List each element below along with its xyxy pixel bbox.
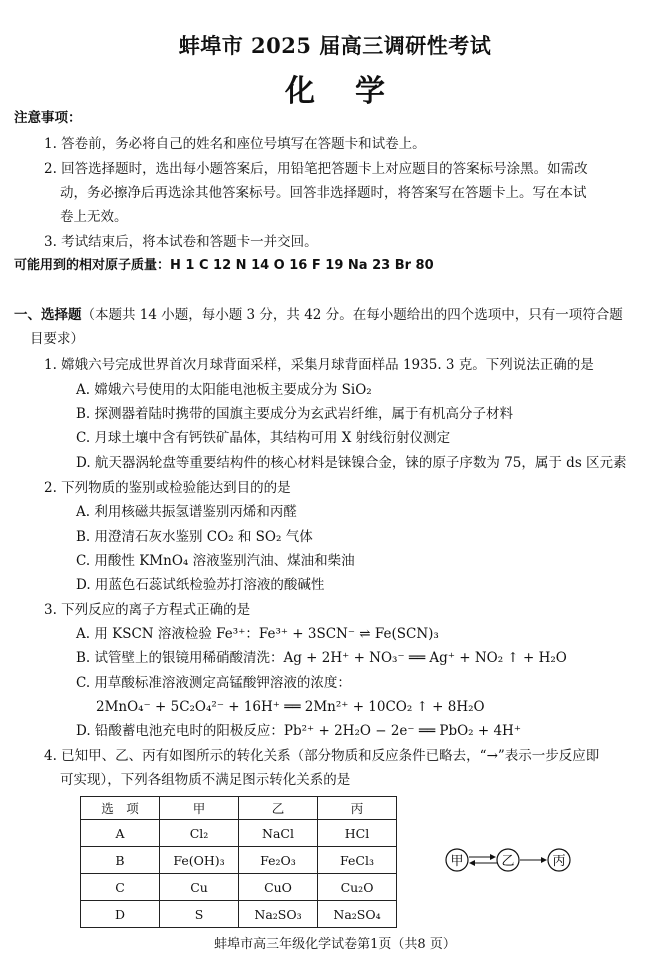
atomic-masses <box>14 256 434 276</box>
exam-title: 蚌埠市 2025 届高三调研性考试 <box>178 33 492 58</box>
table-cell: A <box>81 820 160 847</box>
question-2-option-b: B. 用澄清石灰水鉴别 CO₂ 和 SO₂ 气体 <box>76 529 313 545</box>
question-3-option-b: B. 试管壁上的银镜用稀硝酸清洗：Ag + 2H⁺ + NO₃⁻ ══ Ag⁺ + NO₂ ↑ + H₂O <box>76 650 567 666</box>
table-row <box>81 820 397 847</box>
table-cell: D <box>81 901 160 928</box>
question-3-option-c-equation: 2MnO₄⁻ + 5C₂O₄²⁻ + 16H⁺ ══ 2Mn²⁺ + 10CO₂ ↑ + 8H₂O <box>96 699 485 715</box>
table-header-row <box>81 797 397 820</box>
question-2-option-d: D. 用蓝色石蕊试纸检验苏打溶液的酸碱性 <box>76 577 325 593</box>
question-4-stem: 4. 已知甲、乙、丙有如图所示的转化关系（部分物质和反应条件已略去，“→”表示一步反应即 <box>44 748 600 764</box>
notice-heading: 注意事项： <box>14 110 82 126</box>
table-cell: NaCl <box>239 820 318 847</box>
atomic-masses-text: 可能用到的相对原子质量：H 1 C 12 N 14 O 16 F 19 Na 23 Br 80 <box>14 258 434 273</box>
section-title-rest: （本题共 14 小题，每小题 3 分，共 42 分。在每小题给出的四个选项中，只有一项符合题 <box>81 307 623 323</box>
question-3-option-a: A. 用 KSCN 溶液检验 Fe³⁺：Fe³⁺ + 3SCN⁻ ⇌ Fe(SCN)₃ <box>76 626 439 642</box>
table-cell: S <box>160 901 239 928</box>
arrow-head <box>469 860 475 866</box>
notice-item: 3. 考试结束后，将本试卷和答题卡一并交回。 <box>44 234 318 250</box>
table-row <box>81 847 397 874</box>
question-1-option-c: C. 月球土壤中含有钙铁矿晶体，其结构可用 X 射线衍射仪测定 <box>76 430 451 446</box>
question-3-option-c: C. 用草酸标准溶液测定高锰酸钾溶液的浓度： <box>76 675 351 691</box>
table-cell: B <box>81 847 160 874</box>
table-cell: Cl₂ <box>160 820 239 847</box>
table-row <box>81 901 397 928</box>
arrow-head <box>541 857 547 863</box>
table-cell: Na₂SO₃ <box>239 901 318 928</box>
question-3-stem: 3. 下列反应的离子方程式正确的是 <box>44 602 251 618</box>
subject-title: 化学 <box>285 74 425 109</box>
section-title-prefix: 一、选择题 <box>14 307 82 323</box>
table-header-cell: 丙 <box>318 797 397 820</box>
question-4-stem-cont: 可实现），下列各组物质不满足图示转化关系的是 <box>60 772 351 788</box>
question-3-option-d: D. 铅酸蓄电池充电时的阳极反应：Pb²⁺ + 2H₂O − 2e⁻ ══ PbO₂ + 4H⁺ <box>76 723 521 739</box>
arrow-head <box>490 854 496 860</box>
table-header-cell: 乙 <box>239 797 318 820</box>
question-1-option-a: A. 嫦娥六号使用的太阳能电池板主要成分为 SiO₂ <box>76 382 372 398</box>
conversion-diagram <box>444 845 574 875</box>
table-cell: Fe(OH)₃ <box>160 847 239 874</box>
table-cell: Cu₂O <box>318 874 397 901</box>
table-row <box>81 874 397 901</box>
question-1-stem: 1. 嫦娥六号完成世界首次月球背面采样，采集月球背面样品 1935. 3 克。下列说法正确的是 <box>44 357 594 373</box>
table-cell: C <box>81 874 160 901</box>
question-1-option-d: D. 航天器涡轮盘等重要结构件的核心材料是铼镍合金，铼的原子序数为 75，属于 ds 区元素 <box>76 455 627 471</box>
table-cell: Fe₂O₃ <box>239 847 318 874</box>
table-cell: CuO <box>239 874 318 901</box>
notice-item: 动，务必擦净后再选涂其他答案标号。回答非选择题时，将答案写在答题卡上。写在本试 <box>60 185 587 201</box>
question-1-option-b: B. 探测器着陆时携带的国旗主要成分为玄武岩纤维，属于有机高分子材料 <box>76 406 514 422</box>
table-cell: HCl <box>318 820 397 847</box>
page-footer: 蚌埠市高三年级化学试卷第1页（共8 页） <box>214 937 456 952</box>
table-header-cell: 甲 <box>160 797 239 820</box>
notice-item: 2. 回答选择题时，选出每小题答案后，用铅笔把答题卡上对应题目的答案标号涂黑。如需改 <box>44 161 588 177</box>
question-2-option-a: A. 利用核磁共振氢谱鉴别丙烯和丙醛 <box>76 504 297 520</box>
node-jia: 甲 <box>450 854 464 869</box>
table-cell: FeCl₃ <box>318 847 397 874</box>
table-cell: Na₂SO₄ <box>318 901 397 928</box>
table-cell: Cu <box>160 874 239 901</box>
section-title-cont: 目要求） <box>30 331 84 347</box>
section-title <box>14 305 623 325</box>
question-2-stem: 2. 下列物质的鉴别或检验能达到目的的是 <box>44 480 291 496</box>
options-table <box>80 796 397 928</box>
node-bing: 丙 <box>552 854 566 869</box>
question-2-option-c: C. 用酸性 KMnO₄ 溶液鉴别汽油、煤油和柴油 <box>76 553 355 569</box>
notice-item: 卷上无效。 <box>60 209 128 225</box>
notice-item: 1. 答卷前，务必将自己的姓名和座位号填写在答题卡和试卷上。 <box>44 136 426 152</box>
node-yi: 乙 <box>501 854 515 869</box>
table-header-cell: 选 项 <box>81 797 160 820</box>
